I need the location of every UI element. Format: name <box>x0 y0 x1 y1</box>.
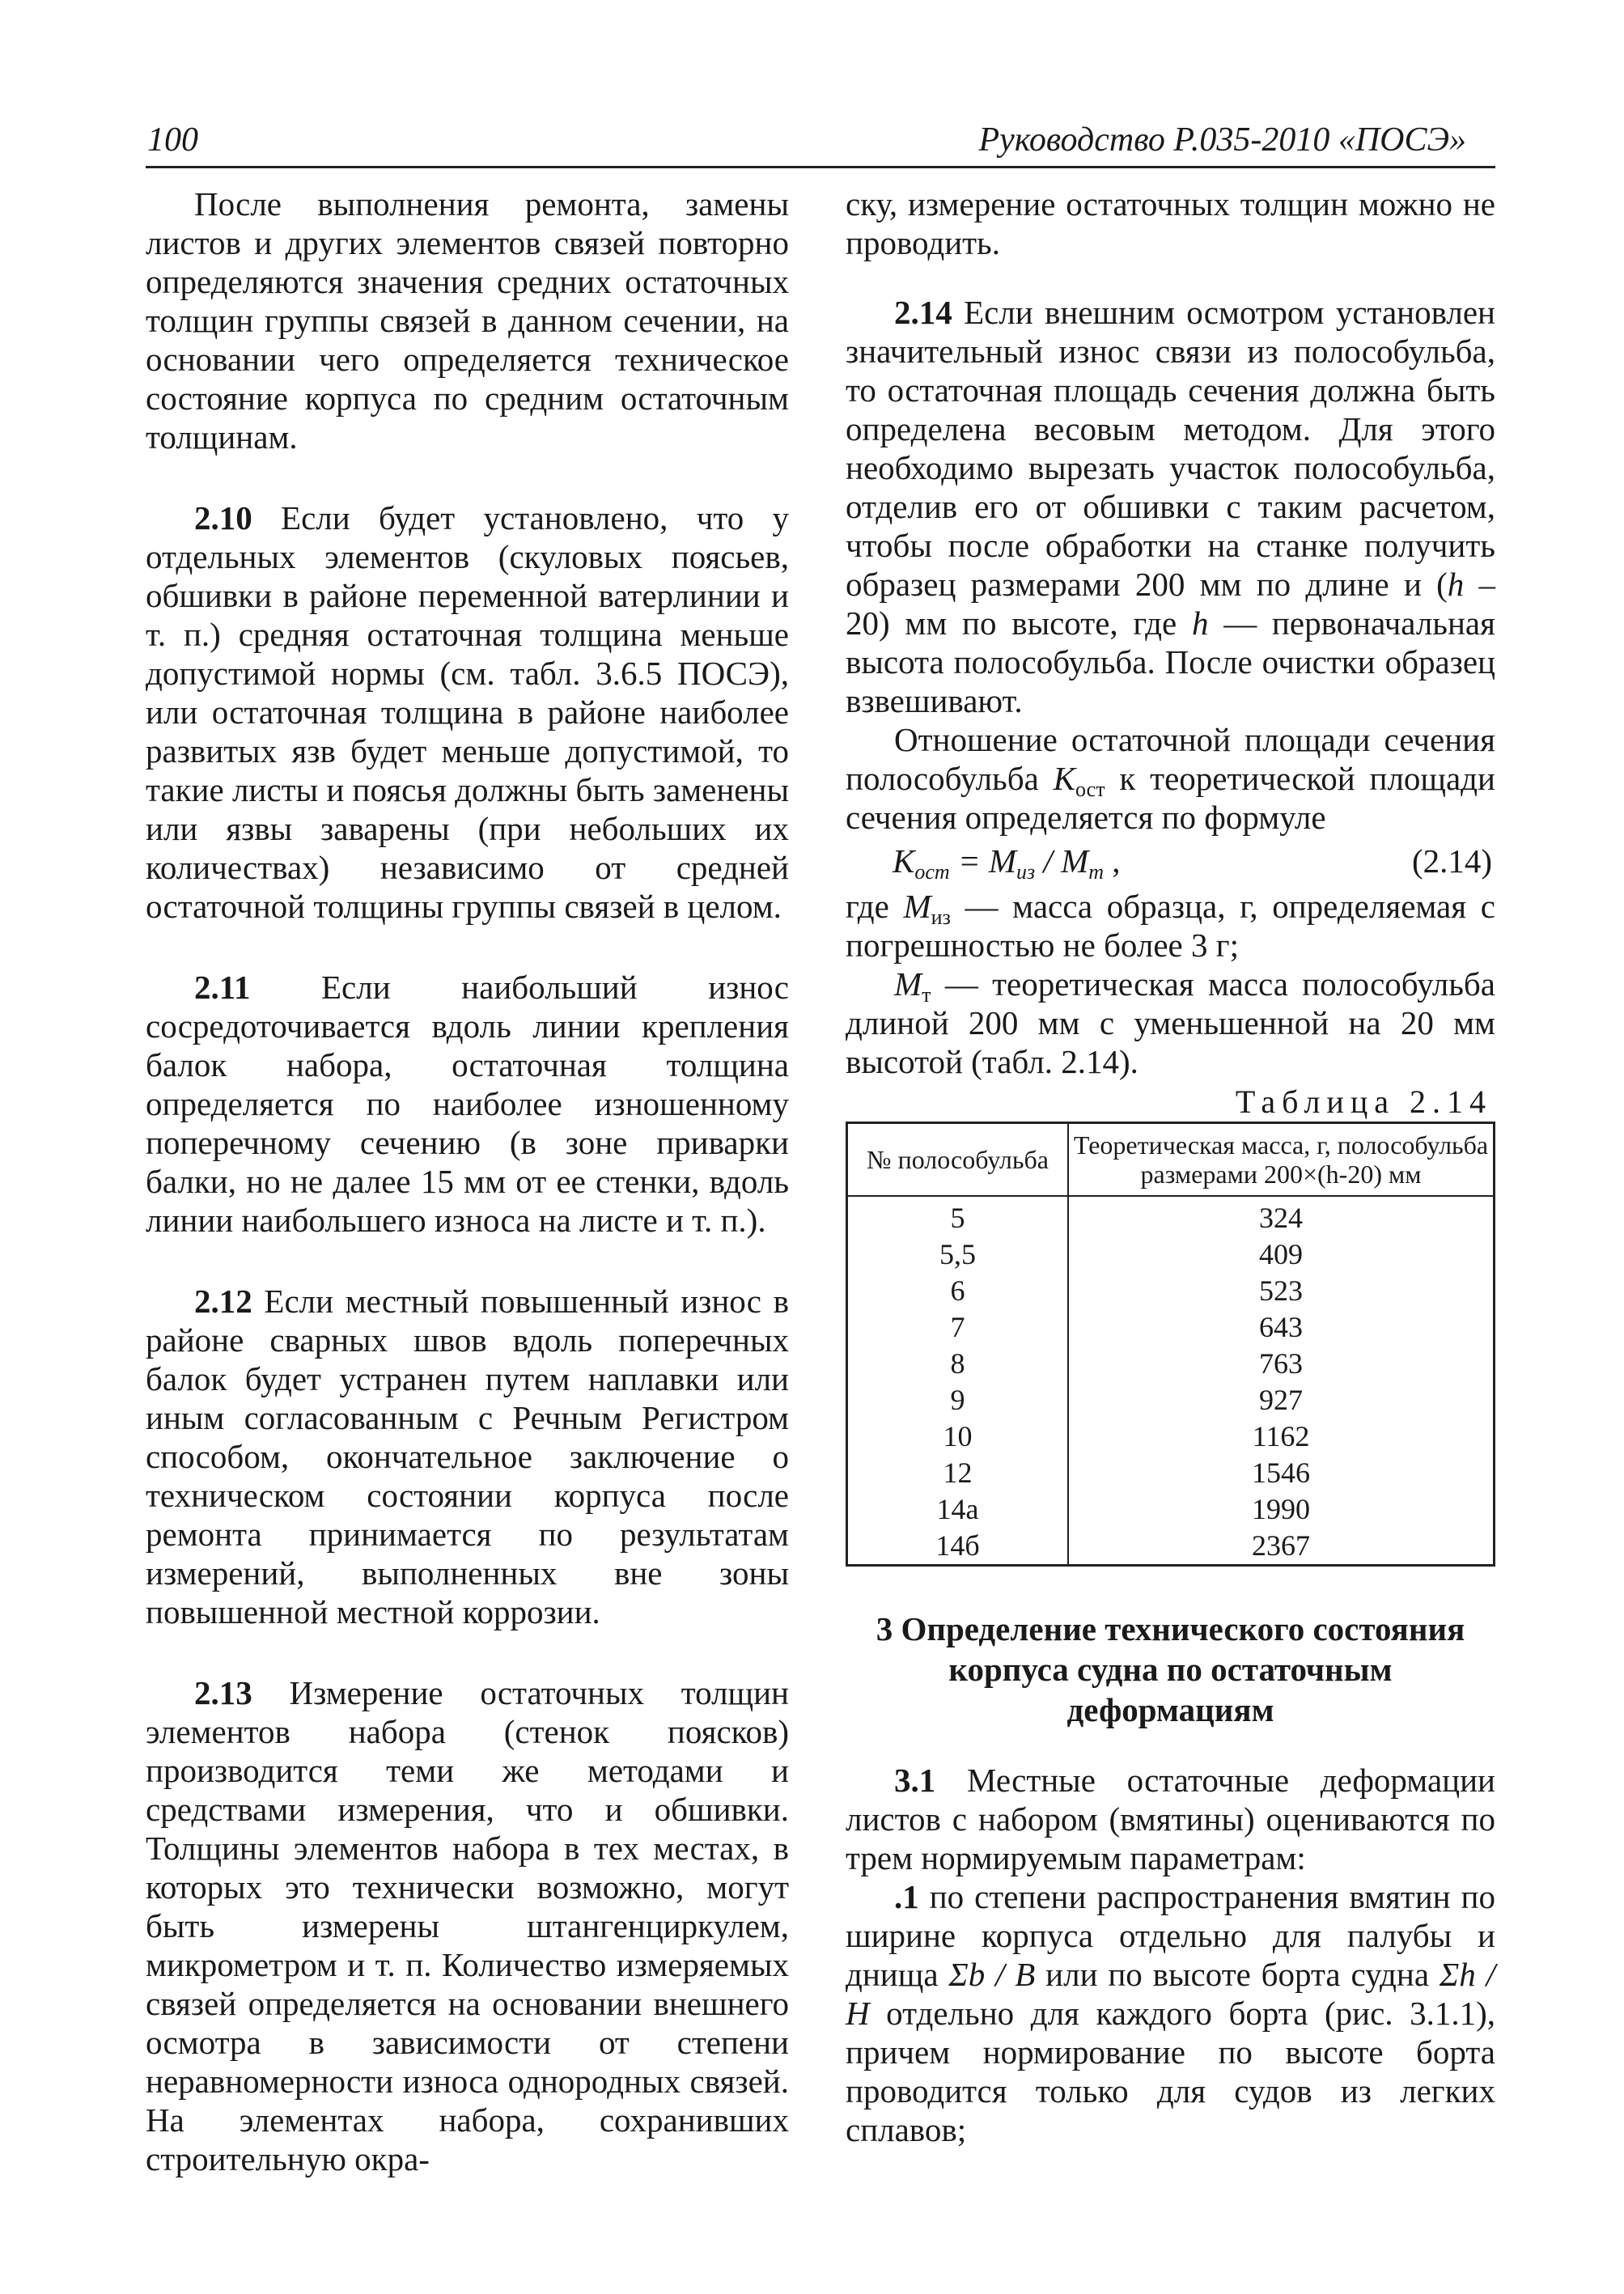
paragraph-text: Местные остаточные деформации листов с набором (вмятины) оцениваются по трем нормируемым параметрам: <box>846 1762 1495 1876</box>
cell-bulb-no: 6 <box>847 1273 1069 1309</box>
paragraph-text: Измерение остаточных толщин элементов набора (стенок поясков) производится теми же методами и средствами измерения, что и обшивки. Толщины элементов набора в тех местах, в которых это технически возможно, могут быть измерены штангенциркулем, микрометром и т. п. Количество измеряемых связей определяется на основании внешнего осмотра в зависимости от степени неравномерности износа однородных связей. На элементах набора, сохранивших строительную окра- <box>146 1674 789 2177</box>
table-row <box>847 1236 1495 1273</box>
table-header-row <box>847 1123 1495 1197</box>
table-row <box>847 1346 1495 1382</box>
formula-eq: = M <box>949 842 1017 880</box>
definition-m-t <box>846 965 1495 1081</box>
cell-bulb-no: 14а <box>847 1491 1069 1528</box>
cell-bulb-no: 12 <box>847 1455 1069 1491</box>
paragraph-3-1 <box>846 1761 1495 1877</box>
table-row <box>847 1309 1495 1346</box>
paragraph-3-1-1 <box>846 1877 1495 2149</box>
paragraph-text: к теоретической площади сечения определяется по формуле <box>846 760 1495 836</box>
cell-mass: 1162 <box>1068 1418 1495 1455</box>
paragraph-text: Если наибольший износ сосредоточивается вдоль линии крепления балок набора, остаточная толщина определяется по наиболее изношенному поперечному сечению (в зоне приварки балки, но не далее 15 мм от ее стенки, вдоль линии наибольшего износа на листе и т. п.). <box>146 969 789 1239</box>
page-header <box>146 116 1495 168</box>
cell-bulb-no: 5,5 <box>847 1236 1069 1273</box>
table-row <box>847 1273 1495 1309</box>
paragraph-continuation: ску, измерение остаточных толщин можно не проводить. <box>846 185 1495 261</box>
paragraph-intro: После выполнения ремонта, замены листов и других элементов связей повторно определяются значения средних остаточных толщин группы связей в данном сечении, на основании чего определяется техническое состояние корпуса по средним остаточным толщинам. <box>146 185 789 456</box>
formula-number: (2.14) <box>1411 842 1492 880</box>
cell-bulb-no: 8 <box>847 1346 1069 1382</box>
paragraph-text: по степени распространения вмятин по ширине корпуса отдельно для палубы и днища <box>846 1878 1495 1993</box>
table-caption: Таблица 2.14 <box>1235 1083 1492 1120</box>
clause-number: 2.10 <box>194 499 252 536</box>
clause-number: 2.14 <box>894 294 952 331</box>
clause-number: 2.12 <box>194 1283 252 1320</box>
left-column <box>146 184 789 2178</box>
paragraph-text: где <box>846 888 904 925</box>
subscript: ост <box>1075 778 1105 801</box>
section-title-line-2: корпуса судна по остаточным деформациям <box>948 1651 1393 1728</box>
clause-number: .1 <box>894 1878 919 1915</box>
paragraph-text: Отношение остаточной площади сечения полособульба <box>846 721 1495 797</box>
subscript: т <box>922 983 931 1007</box>
cell-bulb-no: 10 <box>847 1418 1069 1455</box>
paragraph-2-13 <box>146 1673 789 2178</box>
clause-number: 2.13 <box>194 1674 252 1711</box>
running-title: Руководство Р.035-2010 «ПОСЭ» <box>978 121 1466 159</box>
formula-tail: , <box>1104 842 1121 880</box>
paragraph-2-12 <box>146 1282 789 1631</box>
formula-div: / M <box>1035 842 1089 880</box>
paragraph-text: Если местный повышенный износ в районе сварных швов вдоль поперечных балок будет устранен путем наплавки или иным согласованным с Речным Регистром способом, окончательное заключение о техническом состоянии корпуса после ремонта принимается по результатам измерений, выполненных вне зоны повышенной местной коррозии. <box>146 1283 789 1630</box>
paragraph-ratio <box>846 720 1495 837</box>
cell-mass: 763 <box>1068 1346 1495 1382</box>
variable-m: M <box>894 965 922 1003</box>
section-title-line-1: 3 Определение технического состояния <box>876 1610 1465 1647</box>
paragraph-text: — теоретическая масса полособульба длиной 200 мм с уменьшенной на 20 мм высотой (табл. 2.14). <box>846 965 1495 1080</box>
paragraph-text: – 20) мм по высоте, где <box>846 566 1495 642</box>
paragraph-text: — первоначальная высота полособульба. После очистки образец взвешивают. <box>846 604 1495 719</box>
variable-h: h <box>1447 566 1465 603</box>
paragraph-2-11 <box>146 968 789 1240</box>
formula-k: K <box>893 842 915 880</box>
paragraph-text: — масса образца, г, определяемая с погрешностью не более 3 г; <box>846 888 1495 964</box>
cell-mass: 1546 <box>1068 1455 1495 1491</box>
table-body <box>847 1196 1495 1566</box>
subscript: из <box>931 905 951 929</box>
table-row <box>847 1382 1495 1418</box>
bulb-mass-table <box>846 1122 1495 1567</box>
paragraph-text: отдельно для каждого борта (рис. 3.1.1), причем нормирование по высоте борта проводится только для судов из легких сплавов; <box>846 1995 1495 2148</box>
table-row <box>847 1528 1495 1566</box>
column-header-bulb-no: № полособульба <box>847 1123 1069 1197</box>
formula-expression <box>893 842 1121 884</box>
cell-mass: 1990 <box>1068 1491 1495 1528</box>
paragraph-text: Если будет установлено, что у отдельных элементов (скуловых поясьев, обшивки в районе переменной ватерлинии и т. п.) средняя остаточная толщина меньше допустимой нормы (см. табл. 3.6.5 ПОСЭ), или остаточная толщина в районе наиболее развитых язв будет меньше допустимой, то такие листы и поясья должны быть заменены или язвы заварены (при небольших их количествах) независимо от средней остаточной толщины группы связей в целом. <box>146 499 789 925</box>
cell-mass: 927 <box>1068 1382 1495 1418</box>
variable-m: M <box>903 888 931 925</box>
variable-k: K <box>1053 760 1075 797</box>
paragraph-text: или по высоте борта судна <box>1035 1956 1440 1993</box>
right-column <box>846 184 1495 2149</box>
formula-2-14 <box>846 842 1495 882</box>
page-number: 100 <box>147 121 198 159</box>
cell-bulb-no: 5 <box>847 1196 1069 1236</box>
cell-mass: 523 <box>1068 1273 1495 1309</box>
cell-bulb-no: 7 <box>847 1309 1069 1346</box>
paragraph-text: Если внешним осмотром установлен значительный износ связи из полособульба, то остаточная площадь сечения должна быть определена весовым методом. Для этого необходимо вырезать участок полособульба, отделив его от обшивки с таким расчетом, чтобы после обработки на станке получить образец размерами 200 мм по длине и ( <box>846 294 1495 603</box>
variable-h: h <box>1191 604 1209 642</box>
clause-number: 2.11 <box>194 969 251 1006</box>
subscript: ост <box>914 860 950 884</box>
formula-sum-b-over-b: Σb / B <box>948 1956 1036 1993</box>
cell-mass: 2367 <box>1068 1528 1495 1566</box>
table-row <box>847 1418 1495 1455</box>
subscript: из <box>1016 860 1036 884</box>
cell-mass: 409 <box>1068 1236 1495 1273</box>
cell-mass: 324 <box>1068 1196 1495 1236</box>
clause-number: 3.1 <box>894 1762 936 1799</box>
paragraph-2-10 <box>146 498 789 926</box>
definition-m-iz <box>846 887 1495 965</box>
section-title <box>846 1609 1495 1730</box>
cell-mass: 643 <box>1068 1309 1495 1346</box>
cell-bulb-no: 9 <box>847 1382 1069 1418</box>
cell-bulb-no: 14б <box>847 1528 1069 1566</box>
table-row <box>847 1491 1495 1528</box>
table-row <box>847 1455 1495 1491</box>
formula-sum-h-over-h: Σh / H <box>846 1956 1495 2032</box>
column-header-mass: Теоретическая масса, г, полособульба размерами 200×(h-20) мм <box>1068 1123 1495 1197</box>
paragraph-2-14 <box>846 293 1495 720</box>
subscript: т <box>1088 860 1104 884</box>
table-row <box>847 1196 1495 1236</box>
